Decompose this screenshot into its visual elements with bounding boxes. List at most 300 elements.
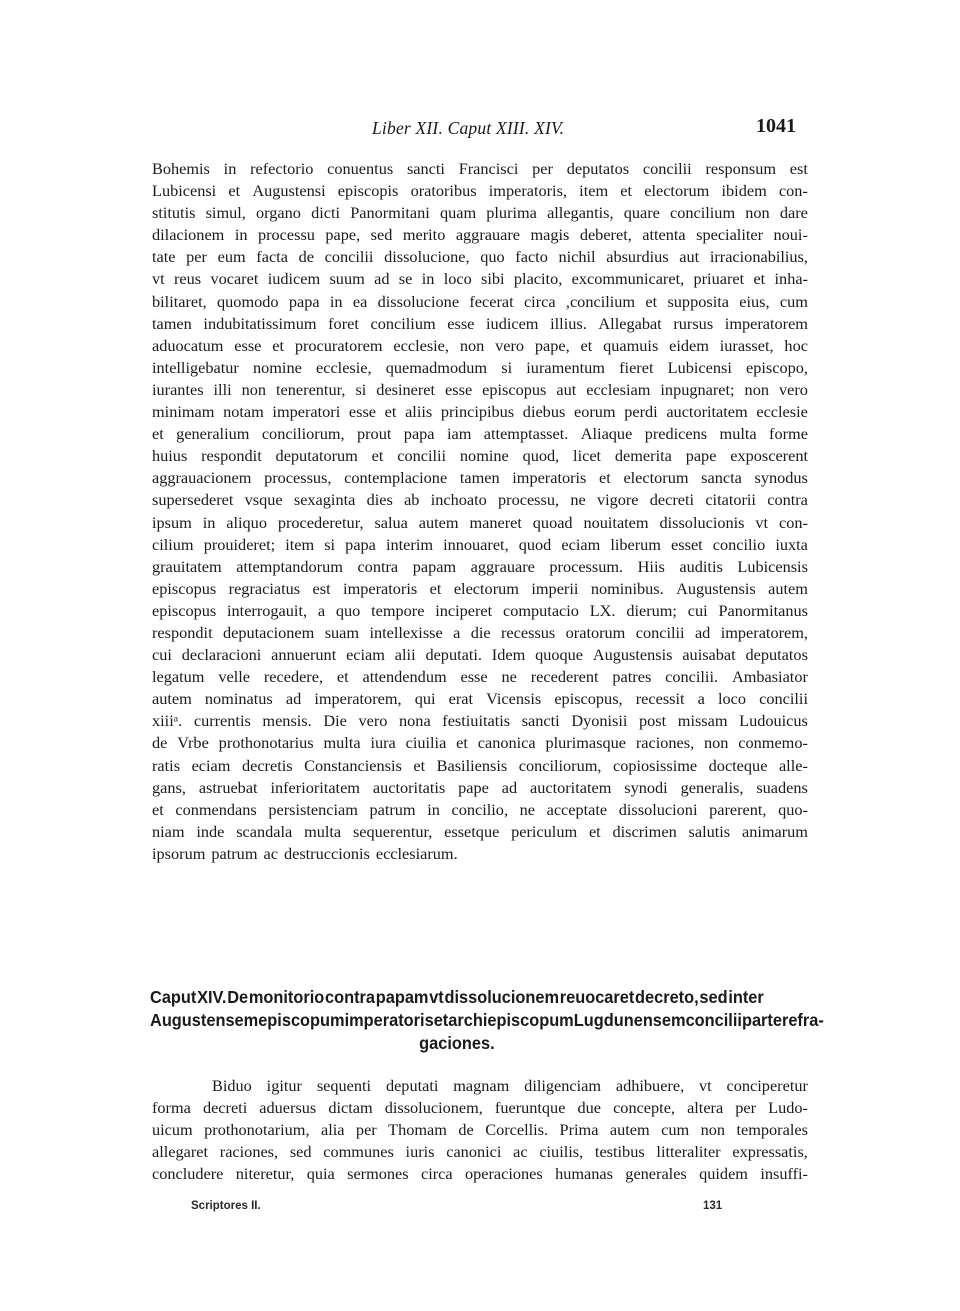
word: Prima <box>559 1120 599 1140</box>
text-line <box>152 843 808 865</box>
word: organo <box>256 203 301 223</box>
word: Lubicensi <box>152 181 217 201</box>
word: salua <box>374 512 408 532</box>
word: et <box>753 269 766 289</box>
text-line <box>152 688 808 710</box>
word: sermones <box>347 1164 409 1184</box>
word: aggrauare <box>470 556 535 576</box>
text-line <box>152 313 808 335</box>
word: festiuitatis <box>442 711 511 731</box>
word: electorum <box>644 181 710 201</box>
word: decretis <box>241 755 293 775</box>
text-line <box>152 1163 808 1185</box>
word: deputatos <box>745 645 808 665</box>
word: synodus <box>754 468 808 488</box>
word: docteque <box>708 755 768 775</box>
word: ne <box>501 667 517 687</box>
text-line <box>152 534 808 556</box>
word: qui <box>414 689 436 709</box>
word: licet <box>573 446 602 466</box>
word: imperatoris, <box>488 181 567 201</box>
word: in <box>202 512 216 532</box>
word: dare <box>779 203 808 223</box>
word: processum. <box>549 556 624 576</box>
word: dierum; <box>626 600 677 620</box>
word: testibus <box>594 1142 645 1162</box>
word: in <box>223 159 237 178</box>
word: episcopo, <box>746 357 808 377</box>
word: vigore <box>596 490 639 510</box>
word: in <box>329 291 343 311</box>
word: Vrbe <box>177 733 209 753</box>
word: ad <box>501 777 518 797</box>
word: uicum <box>152 1120 193 1140</box>
word: suadens <box>756 777 808 797</box>
word: concilii <box>642 159 692 178</box>
text-line <box>150 1032 764 1055</box>
word: foret <box>328 313 359 333</box>
word: de <box>152 733 168 753</box>
word: XIV. <box>197 987 227 1007</box>
word: episcopus, <box>554 689 623 709</box>
word: concilium <box>370 313 436 333</box>
word: ecclesiam <box>586 379 651 399</box>
word: concepte, <box>613 1098 675 1118</box>
word: et <box>336 667 349 687</box>
text-line <box>152 600 808 622</box>
word: processus, <box>264 468 332 488</box>
word: altera <box>687 1098 724 1118</box>
word: iam <box>446 424 472 444</box>
word: canonici <box>446 1142 502 1162</box>
word: et <box>152 799 164 819</box>
word: imperatorem <box>724 313 808 333</box>
word: episcopus <box>152 578 217 598</box>
word: recessit <box>635 689 685 709</box>
word: fieret <box>619 357 654 377</box>
word: aduersus <box>259 1098 317 1118</box>
word: eidem <box>669 335 709 355</box>
word: electorum <box>453 578 519 598</box>
word: sancti <box>406 159 445 178</box>
word: ecclesie <box>756 402 808 422</box>
text-line <box>152 1119 808 1141</box>
word: quamuis <box>603 335 659 355</box>
word: notam <box>223 402 264 422</box>
word: erat <box>448 689 474 709</box>
word: excommunicaret, <box>571 269 685 289</box>
word: conciliorum, <box>518 755 602 775</box>
word: vt <box>699 1076 712 1095</box>
word: papam <box>412 556 457 576</box>
word: esse <box>447 313 475 333</box>
word: prout <box>357 424 392 444</box>
word: dissolucionis <box>659 512 745 532</box>
word: Idem <box>491 645 526 665</box>
word: suam <box>324 622 360 642</box>
word: de <box>298 247 314 267</box>
word: salutis <box>688 821 731 841</box>
word: Aliaque <box>580 424 633 444</box>
word: xiiiᵃ. <box>152 711 183 731</box>
text-line <box>152 1075 808 1097</box>
word: quare <box>623 203 660 223</box>
word: iura <box>370 733 396 753</box>
word: diligenciam <box>524 1076 602 1095</box>
text-line <box>152 821 808 843</box>
word: insuffi- <box>760 1164 808 1184</box>
word: facto <box>515 247 548 267</box>
word: refectorio <box>250 159 314 178</box>
word: circa <box>523 291 556 311</box>
word: eum <box>217 247 246 267</box>
word: dissolucionem, <box>384 1098 483 1118</box>
word: allegaret <box>152 1142 209 1162</box>
word: due <box>577 1098 602 1118</box>
word: patrum <box>211 843 258 863</box>
word: attendendum <box>362 667 447 687</box>
word: loco <box>718 689 747 709</box>
word: aut <box>679 247 700 267</box>
word: scandala <box>236 821 293 841</box>
word: recederent <box>530 667 599 687</box>
word: et <box>152 424 164 444</box>
word: prothonotarius <box>218 733 314 753</box>
word: De <box>227 987 249 1007</box>
word: ecclesie, <box>316 357 372 377</box>
word: imperatoris <box>512 468 587 488</box>
word: a <box>317 600 326 620</box>
word: a <box>697 689 705 709</box>
text-line <box>152 335 808 357</box>
word: plurima <box>486 203 537 223</box>
chapter-heading <box>150 986 824 1055</box>
word: est <box>789 159 808 178</box>
word: concilii <box>759 689 808 709</box>
word: imperatori <box>272 402 341 422</box>
word: esse <box>460 667 488 687</box>
word: quam <box>439 203 477 223</box>
word: Bohemis <box>152 159 210 178</box>
word: alle- <box>778 755 808 775</box>
word: a <box>453 622 461 642</box>
word: dissolucione <box>377 291 460 311</box>
word: fueruntque <box>494 1098 566 1118</box>
word: adhibuere, <box>615 1076 685 1095</box>
word: respondit <box>201 446 262 466</box>
word: Vicensis <box>486 689 542 709</box>
word: conuentus <box>327 159 394 178</box>
word: quod <box>518 534 552 554</box>
text-line <box>152 1097 808 1119</box>
word: et <box>599 468 611 488</box>
word: aliis <box>405 402 433 422</box>
word: eius, <box>739 291 770 311</box>
word: ac <box>513 1142 528 1162</box>
word: reus <box>174 269 202 289</box>
text-line <box>152 556 808 578</box>
word: item <box>285 534 315 554</box>
word: si <box>355 379 367 399</box>
word: ibidem <box>721 181 767 201</box>
word: stitutis <box>152 203 196 223</box>
word: supposita <box>667 291 729 311</box>
word: supersederet <box>152 490 234 510</box>
word: decreti <box>202 1098 248 1118</box>
text-line <box>152 777 808 799</box>
word: ratis <box>152 755 181 775</box>
word: copiosissime <box>613 755 698 775</box>
word: si <box>501 357 513 377</box>
word: parerent, <box>709 799 767 819</box>
word: magnam <box>453 1076 510 1095</box>
word: concilio <box>712 534 766 554</box>
word: quoque <box>535 645 584 665</box>
word: Die <box>323 711 347 731</box>
word: mensis. <box>262 711 312 731</box>
word: Augustensis <box>592 645 673 665</box>
word: dissolucioni <box>618 799 698 819</box>
word: innouaret, <box>443 534 509 554</box>
word: nomine <box>459 446 509 466</box>
word: episcopus <box>482 379 547 399</box>
word: desineret <box>376 379 436 399</box>
word: conmendans <box>175 799 257 819</box>
word: cum <box>661 1120 690 1140</box>
word: recessus <box>501 622 556 642</box>
word: citatorii <box>705 490 756 510</box>
word: imperatoris <box>344 1010 434 1030</box>
word: predicens <box>644 424 708 444</box>
text-line <box>152 158 808 180</box>
word: annuerunt <box>271 645 337 665</box>
word: igitur <box>266 1076 302 1095</box>
word: ecclesie, <box>393 335 449 355</box>
word: vocaret <box>210 269 259 289</box>
word: ac <box>263 843 278 863</box>
word: imperatorem, <box>720 622 808 642</box>
text-line <box>152 445 808 467</box>
word: cilium <box>152 534 194 554</box>
word: ne <box>519 799 535 819</box>
word: oratoribus <box>410 181 477 201</box>
word: deputatorum <box>275 446 358 466</box>
word: si <box>324 534 336 554</box>
word: demerita <box>614 446 672 466</box>
word: attenta <box>642 225 686 245</box>
word: hoc <box>784 335 808 355</box>
word: Constanciensis <box>304 755 402 775</box>
word: litteraliter <box>656 1142 721 1162</box>
word: conmemo- <box>738 733 808 753</box>
text-line <box>152 732 808 754</box>
word: operaciones <box>464 1164 543 1184</box>
word: et <box>620 181 633 201</box>
word: absurdius <box>606 247 669 267</box>
word: inchoato <box>430 490 487 510</box>
word: ,concilium <box>565 291 636 311</box>
word: Biduo <box>212 1076 252 1095</box>
word: iuris <box>405 1142 435 1162</box>
word: tenerentur, <box>276 379 346 399</box>
word: quo- <box>778 799 808 819</box>
word: et <box>384 402 397 422</box>
word: auctoritatem <box>530 777 612 797</box>
word: non <box>241 379 267 399</box>
text-line <box>152 578 808 600</box>
word: inde <box>196 821 225 841</box>
word: liberum <box>610 534 661 554</box>
word: missam <box>677 711 728 731</box>
word: auisabat <box>682 645 736 665</box>
word: ad <box>285 689 302 709</box>
word: Thomam <box>388 1120 447 1140</box>
word: persistenciam <box>268 799 358 819</box>
word: vsque <box>244 490 283 510</box>
word: electorum <box>623 468 689 488</box>
word: multa <box>719 424 757 444</box>
word: gaciones. <box>419 1033 495 1053</box>
word: velle <box>218 667 250 687</box>
word: con- <box>778 512 808 532</box>
text-line <box>152 710 808 732</box>
word: synodi <box>624 777 668 797</box>
word: vt <box>755 512 769 532</box>
word: facta <box>256 247 288 267</box>
word: ipsum <box>152 512 192 532</box>
word: attemptasset. <box>483 424 569 444</box>
word: expressatis, <box>732 1142 808 1162</box>
word: Ambasiator <box>731 667 808 687</box>
word: quidem <box>699 1164 748 1184</box>
word: concilii. <box>665 667 719 687</box>
word: plurimasque <box>545 733 626 753</box>
word: auctoritatis <box>372 777 446 797</box>
word: sed <box>370 225 393 245</box>
word: computacio <box>502 600 579 620</box>
word: regraciatus <box>228 578 301 598</box>
word: sequerentur, <box>352 821 433 841</box>
word: est <box>312 578 331 598</box>
word: deputacionem <box>222 622 315 642</box>
word: refra- <box>781 1010 824 1030</box>
word: Allegabat <box>598 313 662 333</box>
word: sed <box>699 987 728 1007</box>
sheet-number: 131 <box>703 1200 723 1212</box>
word: niam <box>152 821 185 841</box>
word: contra <box>357 556 399 576</box>
word: papa <box>403 424 435 444</box>
word: et <box>228 181 241 201</box>
word: aggrauacionem <box>152 468 252 488</box>
word: tempore <box>371 600 425 620</box>
word: deputatos <box>566 159 630 178</box>
word: tate <box>152 247 176 267</box>
word: ea <box>352 291 368 311</box>
word: periculum <box>511 821 578 841</box>
word: forma <box>152 1098 191 1118</box>
word: item <box>579 181 609 201</box>
word: procederetur, <box>277 512 364 532</box>
word: diebus <box>522 402 566 422</box>
word: non <box>744 379 769 399</box>
word: Panormitanus <box>718 600 808 620</box>
word: Augustensem <box>150 1010 259 1030</box>
word: niteretur, <box>235 1164 295 1184</box>
word: pape, <box>534 335 570 355</box>
word: Lubicensi <box>667 357 732 377</box>
word: quod, <box>522 446 560 466</box>
word: nominibus. <box>590 578 664 598</box>
word: post <box>639 711 667 731</box>
word: ipsorum <box>152 843 206 863</box>
word: nomine <box>252 357 302 377</box>
word: quo <box>480 247 505 267</box>
word: et <box>645 291 658 311</box>
word: eciam <box>191 755 231 775</box>
word: pape <box>458 777 489 797</box>
word: autem <box>768 578 808 598</box>
word: currentis <box>193 711 251 731</box>
word: astruebat <box>198 777 258 797</box>
word: et <box>371 446 384 466</box>
text-line <box>152 622 808 644</box>
word: parte <box>741 1010 782 1030</box>
word: aut <box>556 379 577 399</box>
word: temporales <box>736 1120 808 1140</box>
word: interrogauit, <box>227 600 308 620</box>
word: destruccionis <box>283 843 370 863</box>
word: dictam <box>328 1098 373 1118</box>
word: irracionabilius, <box>709 247 808 267</box>
word: acceptate <box>546 799 608 819</box>
word: dissolucionem <box>444 987 560 1007</box>
word: esset <box>671 534 703 554</box>
word: papa <box>345 534 376 554</box>
word: respondit <box>152 622 213 642</box>
word: illius. <box>550 313 587 333</box>
text-line <box>152 224 808 246</box>
word: suum <box>329 269 365 289</box>
word: monitorio <box>248 987 325 1007</box>
printer-signature: Scriptores II. <box>191 1200 261 1212</box>
text-line <box>152 401 808 423</box>
word: dicti <box>311 203 341 223</box>
word: in <box>427 799 440 819</box>
word: con- <box>778 181 808 201</box>
word: responsum <box>705 159 777 178</box>
word: procuratorem <box>294 335 383 355</box>
word: conciperetur <box>726 1076 808 1095</box>
word: merito <box>402 225 446 245</box>
text-line <box>152 755 808 777</box>
text-line <box>150 986 764 1009</box>
word: Ludouicus <box>739 711 808 731</box>
word: prothonotarium, <box>204 1120 310 1140</box>
word: inha- <box>774 269 808 289</box>
word: inciperet <box>435 600 493 620</box>
word: circa <box>420 1164 453 1184</box>
word: allegantis, <box>547 203 614 223</box>
word: generales <box>625 1164 687 1184</box>
word: exposcerent <box>730 446 808 466</box>
word: multa <box>304 821 342 841</box>
word: forme <box>769 424 808 444</box>
word: papa <box>288 291 320 311</box>
word: tamen <box>459 468 500 488</box>
word: maneret <box>469 512 522 532</box>
word: Augustensis <box>676 578 756 598</box>
